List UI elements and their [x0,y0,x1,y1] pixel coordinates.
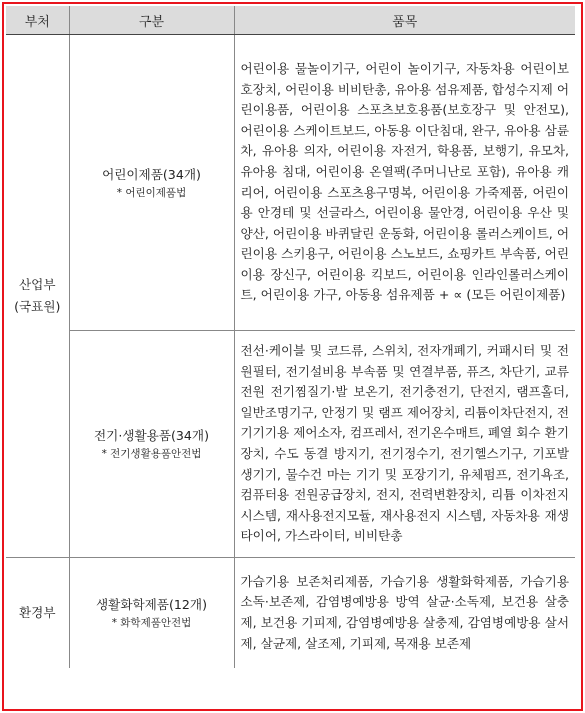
product-category-table [6,6,575,668]
category-name: 전기·생활용품(34개) [93,428,209,443]
dept-sub: (국표원) [14,299,61,314]
header-dept: 부처 [6,6,69,35]
table-row [6,35,575,331]
table-row [6,558,575,669]
items-cell: 전선·케이블 및 코드류, 스위치, 전자개폐기, 커패시터 및 전원필터, 전기설비용 부속품 및 연결부품, 퓨즈, 차단기, 교류전원 전기찜질기·발 보온기, 전기충전기, 단전지, 램프홀더, 일반조명기구, 안정기 및 램프 제어장치, 리튬이차단전지, 전기기기용 제어소자, 컴프레서, 전기온수매트, 폐열 회수 환기장치, 수도 동결 방지기, 전기정수기, 전기헬스기구, 기포발생기기, 물수건 마는 기기 및 포장기기, 유체펌프, 전기욕조, 컴퓨터용 전원공급장치, 전지, 전력변환장치, 리튬 이차전지시스템, 재사용전지모듈, 재사용전지 시스템, 자동차용 재생타이어, 가스라이터, 비비탄총 [234,331,575,558]
table-row [6,331,575,558]
category-law: * 화학제품안전법 [111,617,192,629]
category-law: * 전기생활용품안전법 [101,448,202,460]
items-cell: 가습기용 보존처리제품, 가습기용 생활화학제품, 가습기용 소독·보존제, 감염병예방용 방역 살균·소독제, 보건용 살충제, 보건용 기피제, 감염병예방용 살충제, 감염병예방용 살서제, 살균제, 살조제, 기피제, 목재용 보존제 [234,558,575,669]
category-cell [69,35,234,331]
header-items: 품목 [234,6,575,35]
category-cell [69,558,234,669]
items-cell: 어린이용 물놀이기구, 어린이 놀이기구, 자동차용 어린이보호장치, 어린이용 비비탄총, 유아용 섬유제품, 합성수지제 어린이용품, 어린이용 스포츠보호용품(보호장구 및 안전모), 어린이용 스케이트보드, 아동용 이단침대, 완구, 유아용 삼륜차, 유아용 의자, 어린이용 자전거, 학용품, 보행기, 유모차, 유아용 침대, 어린이용 온열팩(주머니난로 포함), 유아용 캐리어, 어린이용 스포츠용구명복, 어린이용 가죽제품, 어린이용 안경테 및 선글라스, 어린이용 물안경, 어린이용 우산 및 양산, 어린이용 바퀴달린 운동화, 어린이용 롤러스케이트, 어린이용 스키용구, 어린이용 스노보드, 쇼핑카트 부속품, 어린이용 장신구, 어린이용 킥보드, 어린이용 인라인롤러스케이트, 어린이용 가구, 아동용 섬유제품 + ∝ (모든 어린이제품) [240,60,569,303]
table-header-row [6,6,575,35]
category-cell [69,331,234,558]
dept-cell-industry [6,35,69,558]
category-law: * 어린이제품법 [116,186,187,199]
category-name: 생활화학제품(12개) [95,597,207,612]
header-category: 구분 [69,6,234,35]
dept-cell-environment [6,558,69,669]
dept-name: 환경부 [19,605,56,620]
category-name: 어린이제품(34개) [102,166,201,182]
dept-name: 산업부 [19,277,56,292]
